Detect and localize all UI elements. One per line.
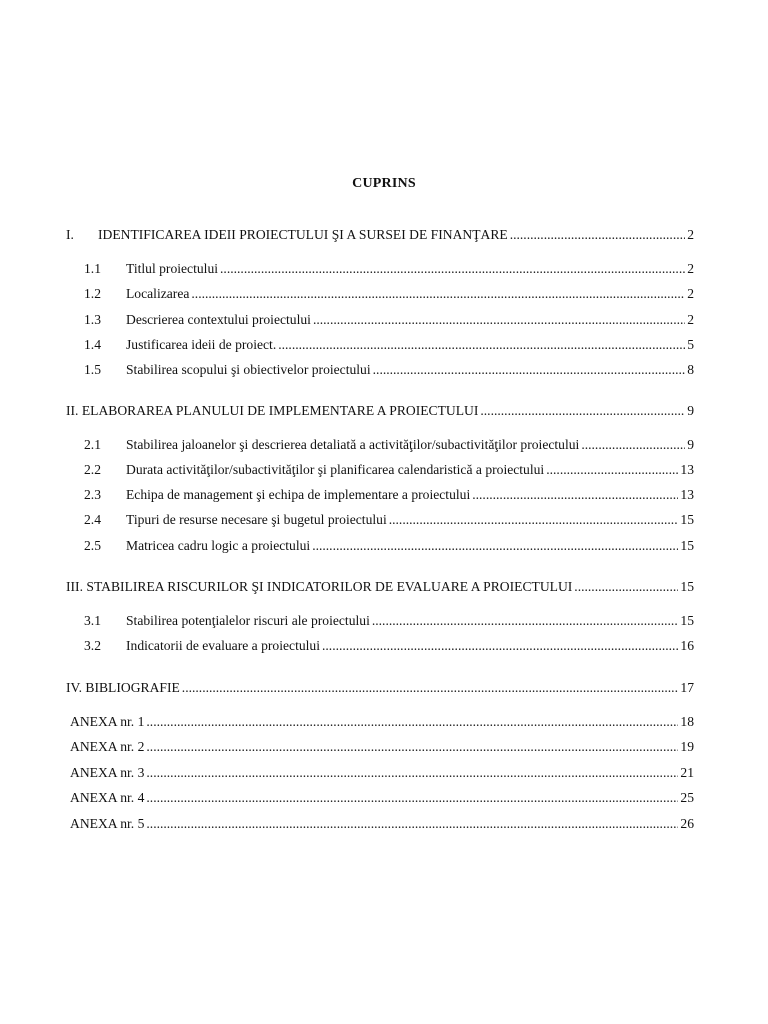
toc-entry-section-1[interactable] (66, 226, 694, 244)
toc-entry-label: ANEXA nr. 4 (70, 790, 145, 805)
toc-entry-label: ANEXA nr. 5 (70, 816, 145, 831)
toc-entry-3-1[interactable] (84, 612, 694, 630)
toc-entry-page: 17 (680, 680, 694, 695)
toc-entry-page: 2 (687, 312, 694, 327)
toc-entry-number: 2.1 (84, 437, 101, 452)
toc-leader-dots (373, 361, 686, 379)
toc-entry-annex-3[interactable] (70, 764, 694, 782)
toc-entry-2-3[interactable] (84, 486, 694, 504)
toc-entry-annex-5[interactable] (70, 815, 694, 833)
toc-entry-label: ANEXA nr. 1 (70, 714, 145, 729)
toc-entry-label: Matricea cadru logic a proiectului (126, 538, 311, 553)
toc-entry-page: 13 (680, 462, 694, 477)
toc-entry-number: 3.1 (84, 613, 101, 628)
toc-entry-1-3[interactable] (84, 311, 694, 329)
toc-leader-dots (312, 537, 678, 555)
toc-entry-page: 15 (680, 538, 694, 553)
toc-entry-section-4[interactable] (66, 679, 694, 697)
toc-leader-dots (146, 764, 678, 782)
toc-leader-dots (146, 738, 678, 756)
toc-entry-page: 8 (687, 362, 694, 377)
toc-entry-page: 16 (680, 638, 694, 653)
toc-entry-page: 5 (687, 337, 694, 352)
toc-entry-1-2[interactable] (84, 285, 694, 303)
toc-entry-page: 18 (680, 714, 694, 729)
toc-entry-label: Echipa de management şi echipa de implementare a proiectului (126, 487, 471, 502)
toc-entry-1-5[interactable] (84, 361, 694, 379)
toc-entry-label: III. STABILIREA RISCURILOR ŞI INDICATORILOR DE EVALUARE A PROIECTULUI (66, 579, 573, 594)
toc-entry-annex-2[interactable] (70, 738, 694, 756)
toc-entry-2-1[interactable] (84, 436, 694, 454)
toc-leader-dots (372, 612, 679, 630)
toc-leader-dots (472, 486, 678, 504)
toc-leader-dots (278, 336, 685, 354)
toc-entry-page: 25 (680, 790, 694, 805)
toc-entry-page: 19 (680, 739, 694, 754)
toc-leader-dots (313, 311, 685, 329)
toc-entry-page: 9 (687, 437, 694, 452)
toc-leader-dots (220, 260, 685, 278)
toc-entry-2-4[interactable] (84, 511, 694, 529)
toc-leader-dots (322, 637, 678, 655)
toc-leader-dots (510, 226, 686, 244)
toc-title: CUPRINS (352, 176, 416, 191)
toc-entry-label: Stabilirea potenţialelor riscuri ale proiectului (126, 613, 370, 628)
toc-entry-number: 1.5 (84, 362, 101, 377)
toc-entry-page: 15 (680, 512, 694, 527)
toc-entry-number: I. (66, 227, 74, 242)
toc-entry-number: 2.3 (84, 487, 101, 502)
toc-entry-label: Localizarea (126, 286, 190, 301)
toc-entry-label: IV. BIBLIOGRAFIE (66, 680, 180, 695)
toc-entry-page: 13 (680, 487, 694, 502)
toc-entry-number: 2.5 (84, 538, 101, 553)
toc-entry-label: Descrierea contextului proiectului (126, 312, 311, 327)
toc-entry-number: 2.4 (84, 512, 101, 527)
toc-leader-dots (574, 578, 678, 596)
toc-leader-dots (389, 511, 679, 529)
toc-entry-number: 1.3 (84, 312, 101, 327)
toc-leader-dots (480, 402, 685, 420)
toc-entry-label: II. ELABORAREA PLANULUI DE IMPLEMENTARE A PROIECTULUI (66, 403, 479, 418)
toc-entry-number: 1.1 (84, 261, 101, 276)
toc-entry-annex-1[interactable] (70, 713, 694, 731)
toc-entry-label: IDENTIFICAREA IDEII PROIECTULUI ŞI A SURSEI DE FINANŢARE (98, 227, 508, 242)
toc-entry-label: ANEXA nr. 3 (70, 765, 145, 780)
toc-leader-dots (191, 285, 685, 303)
toc-entry-label: Tipuri de resurse necesare şi bugetul proiectului (126, 512, 387, 527)
toc-entry-2-2[interactable] (84, 461, 694, 479)
toc-entry-page: 15 (680, 579, 694, 594)
toc-entry-label: Stabilirea scopului şi obiectivelor proiectului (126, 362, 371, 377)
toc-leader-dots (146, 789, 678, 807)
toc-entry-section-2[interactable] (66, 402, 694, 420)
toc-entry-label: Titlul proiectului (126, 261, 219, 276)
toc-entry-page: 2 (687, 286, 694, 301)
toc-leader-dots (146, 815, 678, 833)
toc-leader-dots (546, 461, 678, 479)
toc-entry-label: Justificarea ideii de proiect. (126, 337, 277, 352)
toc-entry-number: 3.2 (84, 638, 101, 653)
toc-leader-dots (581, 436, 685, 454)
toc-entry-number: 1.4 (84, 337, 101, 352)
toc-leader-dots (146, 713, 678, 731)
toc-entry-page: 26 (680, 816, 694, 831)
toc-entry-section-3[interactable] (66, 578, 694, 596)
toc-entry-annex-4[interactable] (70, 789, 694, 807)
toc-entry-1-4[interactable] (84, 336, 694, 354)
toc-entry-page: 2 (687, 227, 694, 242)
toc-leader-dots (182, 679, 679, 697)
toc-entry-page: 2 (687, 261, 694, 276)
toc-entry-1-1[interactable] (84, 260, 694, 278)
toc-entry-label: Durata activităţilor/subactivităţilor şi planificarea calendaristică a proiectului (126, 462, 545, 477)
toc-entry-label: ANEXA nr. 2 (70, 739, 145, 754)
toc-entry-page: 21 (680, 765, 694, 780)
toc-entry-number: 2.2 (84, 462, 101, 477)
toc-entry-number: 1.2 (84, 286, 101, 301)
toc-entry-2-5[interactable] (84, 537, 694, 555)
toc-entry-label: Indicatorii de evaluare a proiectului (126, 638, 320, 653)
toc-entry-page: 15 (680, 613, 694, 628)
toc-entry-3-2[interactable] (84, 637, 694, 655)
toc-entry-label: Stabilirea jaloanelor şi descrierea detaliată a activităţilor/subactivităţilor proiectului (126, 437, 580, 452)
toc-entry-page: 9 (687, 403, 694, 418)
